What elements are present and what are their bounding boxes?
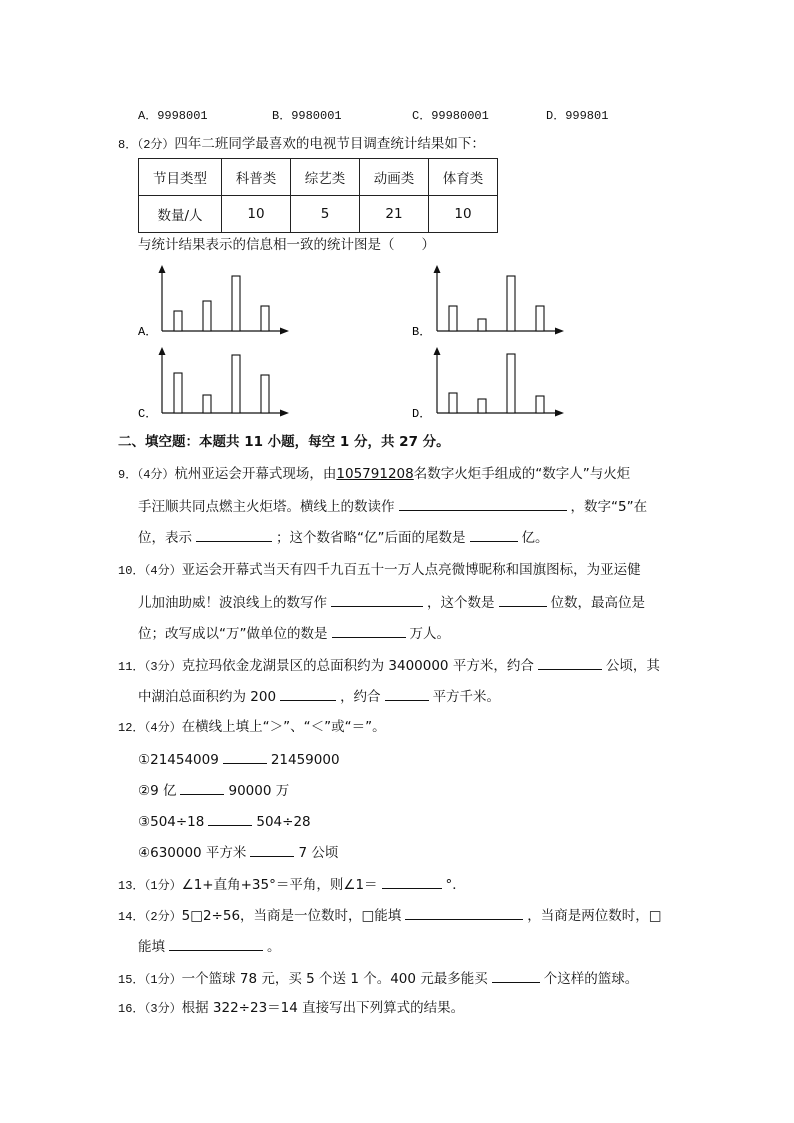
- q15-number: 15．: [118, 973, 145, 987]
- q14-text: 5□2÷56，当商是一位数时，□能填: [181, 908, 402, 924]
- table-cell: 10: [222, 196, 291, 233]
- q12-item-right: 21459000: [270, 752, 340, 768]
- q9-text: 手汪顺共同点燃主火炬塔。横线上的数读作: [138, 499, 395, 515]
- answer-blank[interactable]: [399, 496, 567, 511]
- q12-score: （4分）: [144, 721, 182, 735]
- chart-bar: [478, 319, 486, 331]
- q10-number: 10．: [118, 564, 145, 578]
- q9-text: ；这个数省略“亿”后面的尾数是: [276, 530, 466, 546]
- q9-line1: [118, 465, 630, 484]
- q7-option-a: A．9998001: [138, 109, 208, 123]
- q11-text: 克拉玛依金龙湖景区的总面积约为 3400000 平方米，约合: [181, 658, 534, 674]
- chart-bar: [507, 276, 515, 331]
- section2-title: 二、填空题：本题共 11 小题，每空 1 分，共 27 分。: [118, 434, 450, 450]
- q16-question: [118, 999, 464, 1018]
- chart-option-label: D．: [412, 407, 432, 421]
- q12-item-right: 90000 万: [228, 783, 290, 799]
- chart-bar: [174, 373, 182, 413]
- answer-blank[interactable]: [208, 811, 252, 826]
- answer-blank[interactable]: [280, 686, 336, 701]
- q11-line2: [138, 686, 500, 706]
- q13-score: （1分）: [144, 879, 182, 893]
- answer-blank[interactable]: [180, 780, 224, 795]
- chart-bar: [232, 276, 240, 331]
- q8-score: （2分）: [137, 138, 175, 152]
- q10-score: （4分）: [144, 564, 182, 578]
- q12-item-left: ①21454009: [138, 752, 219, 768]
- q11-text: 中湖泊总面积约为 200: [138, 689, 277, 705]
- chart-bar: [261, 306, 269, 331]
- table-cell: 综艺类: [291, 159, 360, 196]
- q15-score: （1分）: [144, 973, 182, 987]
- q8-number: 8．: [118, 138, 138, 152]
- q12-item-3: [138, 811, 311, 831]
- q11-line1: [118, 655, 660, 676]
- chart-bar: [449, 306, 457, 331]
- q11-text: ，约合: [340, 689, 381, 705]
- q15-text: 个这样的篮球。: [543, 971, 639, 987]
- q13-text: °．: [445, 877, 466, 893]
- table-cell: 动画类: [360, 159, 429, 196]
- chart-bar: [203, 395, 211, 413]
- answer-blank[interactable]: [499, 592, 547, 607]
- table-cell: 21: [360, 196, 429, 233]
- chart-bar: [536, 306, 544, 331]
- q13-number: 13．: [118, 879, 145, 893]
- q7-option-c: C．99980001: [412, 109, 489, 123]
- x-axis-arrow-icon: [555, 328, 564, 335]
- y-axis-arrow-icon: [159, 347, 166, 355]
- q10-text: 亚运会开幕式当天有四千九百五十一万人点亮微博昵称和国旗图标，为亚运健: [181, 562, 641, 578]
- answer-blank[interactable]: [385, 686, 429, 701]
- chart-option-label: C．: [138, 407, 158, 421]
- q14-text: 能填: [138, 939, 165, 955]
- q12-item-1: [138, 749, 340, 769]
- answer-blank[interactable]: [331, 592, 423, 607]
- chart-bar: [478, 399, 486, 413]
- answer-blank[interactable]: [332, 623, 406, 638]
- x-axis-arrow-icon: [280, 328, 289, 335]
- q15-question: [118, 968, 638, 989]
- q16-number: 16．: [118, 1002, 145, 1016]
- q14-line2: [138, 936, 281, 956]
- q14-number: 14．: [118, 910, 145, 924]
- answer-blank[interactable]: [470, 527, 518, 542]
- q11-score: （3分）: [144, 660, 182, 674]
- table-cell: 体育类: [429, 159, 498, 196]
- chart-option-label: A．: [138, 325, 158, 339]
- q9-text: 名数字火炬手组成的“数字人”与火炬: [413, 466, 631, 482]
- answer-blank[interactable]: [492, 968, 540, 983]
- q16-text: 根据 322÷23＝14 直接写出下列算式的结果。: [181, 1000, 465, 1016]
- q9-number: 9．: [118, 468, 138, 482]
- answer-blank[interactable]: [169, 936, 263, 951]
- q10-text: 万人。: [409, 626, 450, 642]
- q13-text: ∠1+直角+35°＝平角，则∠1＝: [181, 877, 378, 893]
- chart-bar: [174, 311, 182, 331]
- answer-blank[interactable]: [538, 655, 602, 670]
- q7-option-d: D．999801: [546, 109, 609, 123]
- q8-text: 四年二班同学最喜欢的电视节目调查统计结果如下：: [174, 136, 485, 152]
- q8-chart-question: 与统计结果表示的信息相一致的统计图是（ ）: [138, 237, 435, 253]
- chart-bar: [536, 396, 544, 413]
- q12-item-left: ④630000 平方米: [138, 845, 247, 861]
- chart-bar: [203, 301, 211, 331]
- q9-text: 位，表示: [138, 530, 192, 546]
- q10-text: 位；改写成以“万”做单位的数是: [138, 626, 328, 642]
- q15-text: 一个篮球 78 元，买 5 个送 1 个。400 元最多能买: [181, 971, 488, 987]
- q11-text: 平方千米。: [432, 689, 501, 705]
- table-cell: 节目类型: [139, 159, 222, 196]
- q9-text: ，数字“5”在: [570, 499, 648, 515]
- q10-line3: [138, 623, 450, 643]
- y-axis-arrow-icon: [159, 265, 166, 273]
- q10-line1: [118, 561, 641, 580]
- q9-score: （4分）: [137, 468, 175, 482]
- q12-item-right: 504÷28: [256, 814, 311, 830]
- y-axis-arrow-icon: [434, 347, 441, 355]
- q10-text: 位数，最高位是: [550, 595, 645, 611]
- y-axis-arrow-icon: [434, 265, 441, 273]
- q10-text: ，这个数是: [427, 595, 495, 611]
- q14-score: （2分）: [144, 910, 182, 924]
- q14-text: ，当商是两位数时，□: [527, 908, 662, 924]
- q13-question: [118, 874, 466, 895]
- q12-item-right: 7 公顷: [298, 845, 339, 861]
- q12-item-2: [138, 780, 289, 800]
- q9-line2: [138, 496, 647, 516]
- chart-bar: [507, 354, 515, 413]
- q8-option-charts: [0, 0, 794, 440]
- chart-bar: [232, 355, 240, 413]
- table-cell: 5: [291, 196, 360, 233]
- table-cell: 科普类: [222, 159, 291, 196]
- q9-text: 杭州亚运会开幕式现场，由: [174, 466, 337, 482]
- q9-underlined-number: 105791208: [336, 466, 414, 482]
- q16-score: （3分）: [144, 1002, 182, 1016]
- q9-line3: [138, 527, 549, 547]
- q12-item-left: ②9 亿: [138, 783, 177, 799]
- answer-blank[interactable]: [250, 842, 294, 857]
- q14-line1: [118, 905, 662, 926]
- table-cell: 10: [429, 196, 498, 233]
- q7-option-b: B．9980001: [272, 109, 342, 123]
- answer-blank[interactable]: [382, 874, 442, 889]
- q11-number: 11．: [118, 660, 145, 674]
- q12-item-4: [138, 842, 338, 862]
- q12-number: 12．: [118, 721, 145, 735]
- q9-text: 亿。: [521, 530, 549, 546]
- answer-blank[interactable]: [223, 749, 267, 764]
- chart-bar: [449, 393, 457, 413]
- q12-question: [118, 718, 386, 737]
- table-cell: 数量/人: [139, 196, 222, 233]
- q10-line2: [138, 592, 645, 612]
- answer-blank[interactable]: [196, 527, 272, 542]
- q12-text: 在横线上填上“＞”、“＜”或“＝”。: [181, 719, 386, 735]
- chart-bar: [261, 375, 269, 413]
- q11-text: 公顷，其: [605, 658, 660, 674]
- q10-text: 儿加油助威！波浪线上的数写作: [138, 595, 327, 611]
- x-axis-arrow-icon: [555, 410, 564, 417]
- x-axis-arrow-icon: [280, 410, 289, 417]
- answer-blank[interactable]: [405, 905, 523, 920]
- chart-option-label: B．: [412, 325, 432, 339]
- q14-text: 。: [267, 939, 281, 955]
- q12-item-left: ③504÷18: [138, 814, 205, 830]
